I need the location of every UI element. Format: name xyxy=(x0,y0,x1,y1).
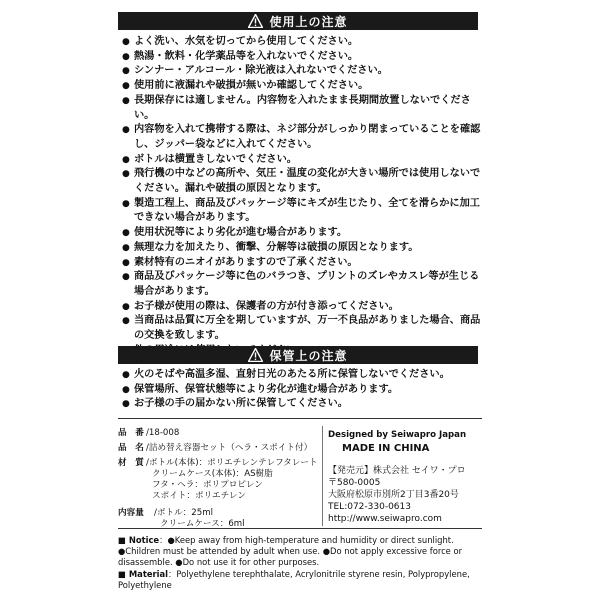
usage-precautions-list xyxy=(122,35,482,358)
precaution-item: ● シンナー・アルコール・除光液は入れないでください。 xyxy=(122,64,482,79)
spec-number-label: 品 番 xyxy=(118,428,144,438)
precaution-item: ● 内容物を入れて携帯する際は、ネジ部分がしっかり閉まっていることを確認し、ジッパー袋などに入れてください。 xyxy=(122,123,482,152)
designed-by: Designed by Seiwapro Japan xyxy=(328,430,467,440)
spec-material-values xyxy=(146,458,318,502)
storage-warning-banner xyxy=(118,346,478,364)
precaution-item: ● 火のそばや高温多湿、直射日光のあたる所に保管しないでください。 xyxy=(122,368,482,383)
precaution-item: ● 熱湯・飲料・化学薬品等を入れないでください。 xyxy=(122,50,482,65)
precaution-item: ● 素材特有のニオイがありますので了承ください。 xyxy=(122,256,482,271)
spec-material-label: 材 質 xyxy=(118,458,144,468)
made-in: MADE IN CHINA xyxy=(342,443,430,454)
spec-material-row xyxy=(118,458,318,502)
notice-text: ：●Keep away from high-temperature and humidity or direct sunlight. ●Children must be attended by adult when use. ●Do not apply excessive force or disassemble. ●Do not use it for other purposes. xyxy=(118,535,463,567)
precaution-item: ● 長期保存には適しません。内容物を入れたまま長期間放置しないでください。 xyxy=(122,94,482,123)
spec-name-label: 品 名 xyxy=(118,443,144,453)
seller: 【発売元】株式会社 セイワ・プロ xyxy=(328,466,466,476)
warning-triangle-icon xyxy=(248,14,263,28)
divider xyxy=(118,418,482,419)
spec-line: /ボトル(本体)：ポリエチレンテレフタレート xyxy=(146,458,318,468)
precaution-item: ● 製造工程上、商品及びパッケージ等にキズが生じたり、全てを滑らかに加工できない場合があります。 xyxy=(122,197,482,226)
precaution-item: ● 保管場所、保管状態等により劣化が進む場合があります。 xyxy=(122,383,482,398)
spec-line: クリームケース：6ml xyxy=(160,519,245,529)
usage-warning-banner xyxy=(118,12,478,30)
vertical-divider xyxy=(322,426,323,526)
notice-label: ■ Notice xyxy=(118,535,160,545)
postal-code: 〒580-0005 xyxy=(328,478,381,488)
precaution-item: ● 当商品は品質に万全を期していますが、万一不良品がありました場合、商品の交換を致します。 xyxy=(122,314,482,343)
precaution-item: ● 無理な力を加えたり、衝撃、分解等は破損の原因となります。 xyxy=(122,241,482,256)
manufacturer-info xyxy=(328,430,488,526)
precaution-item: ● お子様の手の届かない所に保管してください。 xyxy=(122,397,482,412)
spec-line: クリームケース(本体)：AS樹脂 xyxy=(152,469,273,479)
storage-precautions-list xyxy=(122,368,482,412)
spec-number-row xyxy=(118,428,318,439)
spec-name-value: /詰め替え容器セット（ヘラ・スポイト付） xyxy=(146,443,313,453)
precaution-item: ● 飛行機の中などの高所や、気圧・温度の変化が大きい場所では使用しないでください。漏れや破損の原因となります。 xyxy=(122,167,482,196)
product-spec xyxy=(118,428,318,530)
storage-title: 保管上の注意 xyxy=(269,348,348,363)
precaution-item: ● 商品及びパッケージ等に色のバラつき、プリントのズレやカスレ等が生じる場合があります。 xyxy=(122,270,482,299)
spec-number-value: /18-008 xyxy=(146,428,180,438)
material-text: ：Polyethylene terephthalate, Acrylonitrile styrene resin, Polypropylene, Polyethylene xyxy=(118,569,470,591)
spec-capacity-row xyxy=(118,508,318,530)
precaution-item: ● お子様が使用の際は、保護者の方が付き添ってください。 xyxy=(122,300,482,315)
address: 大阪府松原市別所2丁目3番20号 xyxy=(328,490,459,500)
english-notice xyxy=(118,535,488,591)
spec-line: フタ・ヘラ：ポリプロピレン xyxy=(152,480,263,490)
precaution-item: ● ボトルは横置きしないでください。 xyxy=(122,153,482,168)
divider xyxy=(118,528,482,529)
material-label: ■ Material xyxy=(118,569,169,580)
spec-capacity-label: 内容量 xyxy=(118,508,144,518)
website-url: http://www.seiwapro.com xyxy=(328,514,442,524)
spec-line: /ボトル：25ml xyxy=(154,508,213,518)
spec-capacity-values xyxy=(154,508,318,530)
precaution-item: ● 使用状況等により劣化が進む場合があります。 xyxy=(122,226,482,241)
precaution-item: ● よく洗い、水気を切ってから使用してください。 xyxy=(122,35,482,50)
warning-triangle-icon xyxy=(248,348,263,362)
spec-name-row xyxy=(118,443,318,454)
precaution-item: ● 使用前に液漏れや破損が無いか確認してください。 xyxy=(122,79,482,94)
spec-line: スポイト：ポリエチレン xyxy=(152,491,246,501)
usage-title: 使用上の注意 xyxy=(269,14,348,29)
telephone: TEL:072-330-0613 xyxy=(328,502,411,512)
